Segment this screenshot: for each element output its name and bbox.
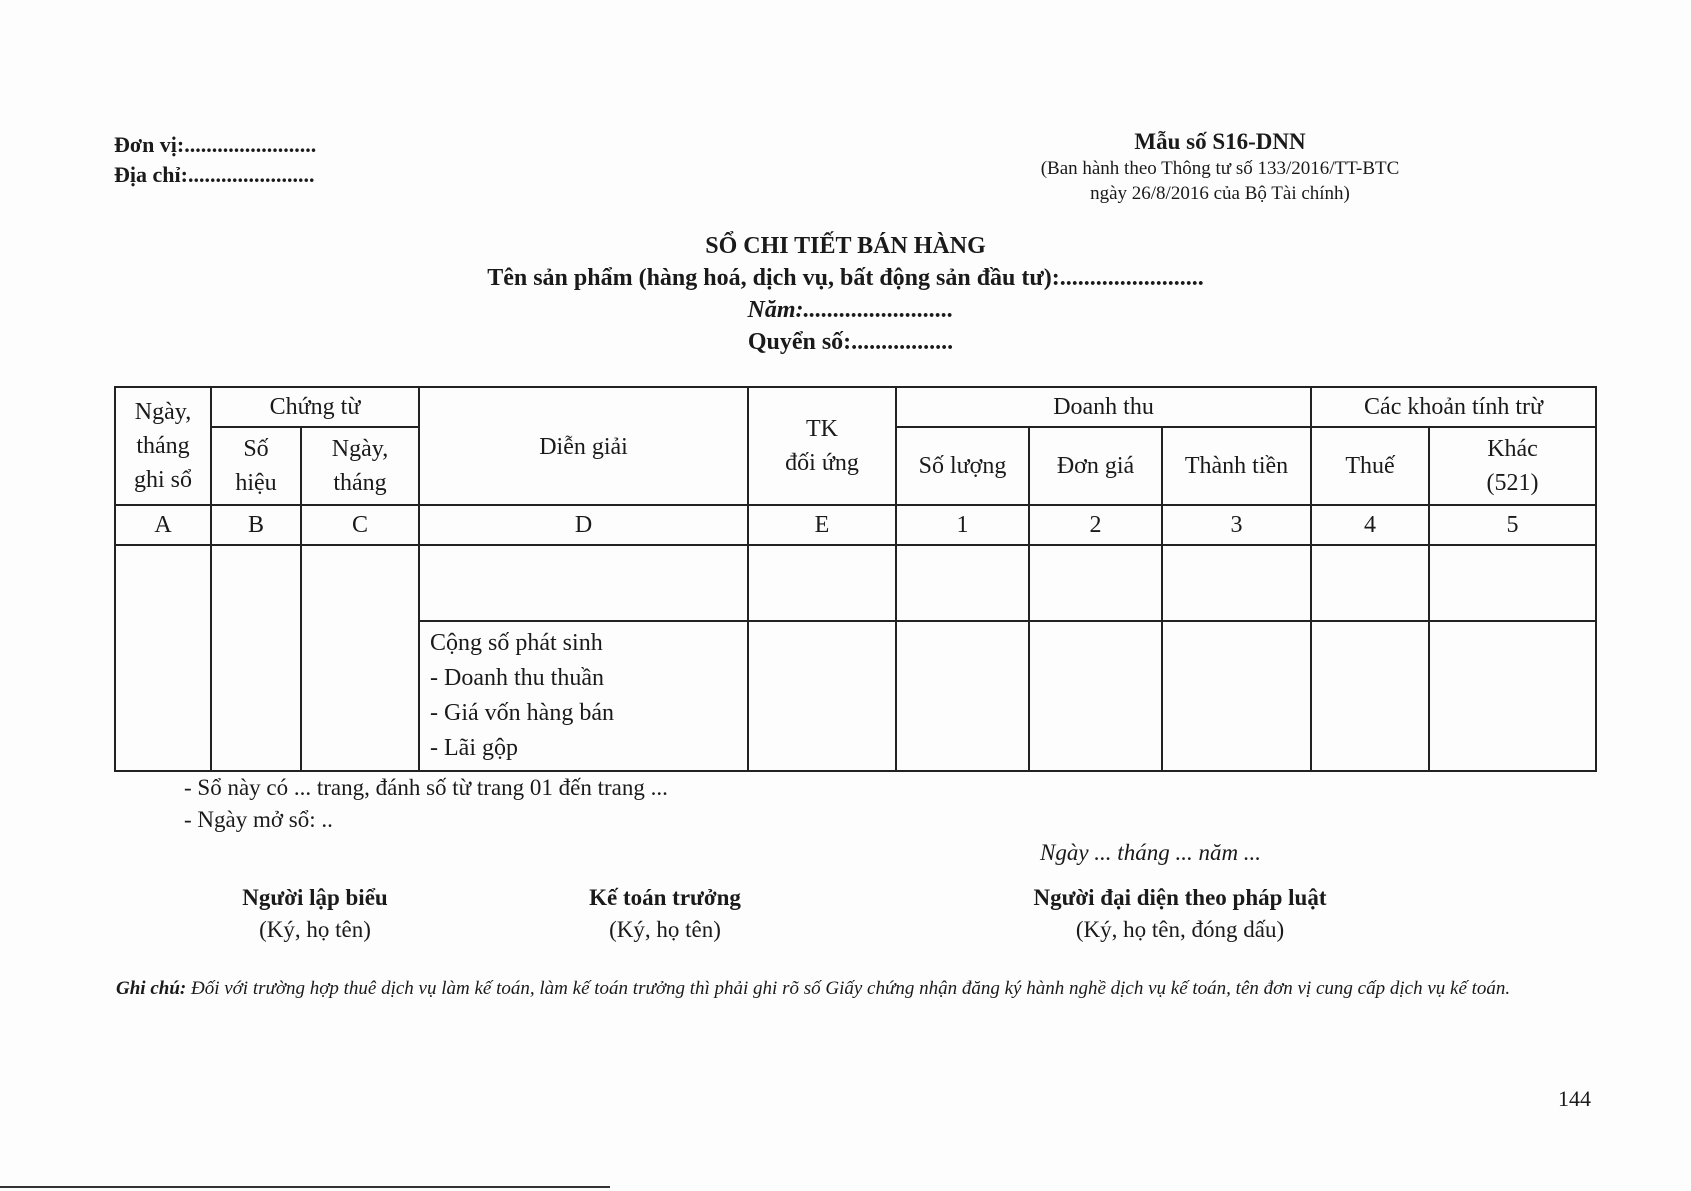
entry-cell [748, 545, 896, 621]
title-block [0, 230, 1691, 358]
entry-cell [211, 545, 301, 771]
footnote [116, 974, 1596, 1003]
column-code: E [748, 505, 896, 545]
summary-cell [1429, 621, 1596, 771]
entry-cell [301, 545, 419, 771]
signature-preparer [200, 882, 430, 946]
column-code: B [211, 505, 301, 545]
product-name-field: Tên sản phẩm (hàng hoá, dịch vụ, bất động sản đầu tư):........................ [487, 265, 1204, 291]
summary-line: - Doanh thu thuần [430, 665, 604, 691]
column-code-row [115, 505, 1596, 545]
page-number: 144 [1558, 1086, 1591, 1111]
entry-cell [1029, 545, 1162, 621]
signature-hint: (Ký, họ tên, đóng dấu) [1075, 917, 1285, 942]
summary-cell [1311, 621, 1429, 771]
entry-cell [419, 545, 748, 621]
book-number-field: Quyển số:................. [747, 329, 954, 355]
summary-cell [1162, 621, 1311, 771]
open-date-note: - Ngày mở sổ: .. [184, 807, 333, 832]
address-field: Địa chỉ:....................... [114, 162, 315, 187]
header-voucher-date: Ngày, tháng [301, 427, 419, 505]
header-description: Diễn giải [419, 387, 748, 505]
signature-role: Kế toán trưởng [589, 885, 741, 910]
column-code: A [115, 505, 211, 545]
entry-cell [1429, 545, 1596, 621]
header-row-1 [115, 387, 1596, 427]
summary-line: - Giá vốn hàng bán [430, 700, 614, 726]
header-deductions: Các khoản tính trừ [1311, 387, 1596, 427]
entry-row [115, 545, 1596, 621]
column-code: 5 [1429, 505, 1596, 545]
header-voucher: Chứng từ [211, 387, 419, 427]
header-contra-account: TK đối ứng [748, 387, 896, 505]
signature-legal-representative [990, 882, 1370, 946]
summary-description [419, 621, 748, 771]
bottom-rule [0, 1186, 610, 1188]
page-count-note: - Sổ này có ... trang, đánh số từ trang 01 đến trang ... [184, 775, 668, 800]
unit-field: Đơn vị:........................ [114, 132, 317, 157]
signature-hint: (Ký, họ tên) [259, 917, 371, 942]
summary-cell [1029, 621, 1162, 771]
signature-chief-accountant [540, 882, 790, 946]
entry-cell [1162, 545, 1311, 621]
header-voucher-number: Số hiệu [211, 427, 301, 505]
entry-cell [115, 545, 211, 771]
document-title: SỔ CHI TIẾT BÁN HÀNG [705, 233, 986, 259]
footnote-text: Đối với trường hợp thuê dịch vụ làm kế toán, làm kế toán trưởng thì phải ghi rõ số Giấy chứng nhận đăng ký hành nghề dịch vụ kế toán, tên đơn vị cung cấp dịch vụ kế toán. [190, 978, 1511, 999]
signature-role: Người lập biểu [242, 885, 388, 910]
column-code: 4 [1311, 505, 1429, 545]
header-quantity: Số lượng [896, 427, 1029, 505]
column-code: 2 [1029, 505, 1162, 545]
header-tax: Thuế [1311, 427, 1429, 505]
column-code: C [301, 505, 419, 545]
header-revenue: Doanh thu [896, 387, 1311, 427]
entry-cell [896, 545, 1029, 621]
signature-role: Người đại diện theo pháp luật [1033, 885, 1327, 910]
signature-date: Ngày ... tháng ... năm ... [1040, 840, 1262, 865]
column-code: 1 [896, 505, 1029, 545]
header-record-date: Ngày, tháng ghi sổ [115, 387, 211, 505]
header-amount: Thành tiền [1162, 427, 1311, 505]
column-code: 3 [1162, 505, 1311, 545]
issued-by: (Ban hành theo Thông tư số 133/2016/TT-BTC [1040, 158, 1400, 179]
form-code: Mẫu số S16-DNN [1134, 129, 1306, 154]
header-unit-price: Đơn giá [1029, 427, 1162, 505]
footnote-label: Ghi chú: [116, 978, 187, 999]
column-code: D [419, 505, 748, 545]
summary-line: - Lãi gộp [430, 735, 518, 761]
summary-line: Cộng số phát sinh [430, 630, 603, 656]
year-field: Năm:......................... [747, 297, 954, 323]
header-other: Khác (521) [1429, 427, 1596, 505]
form-code-block [960, 128, 1480, 206]
entry-cell [1311, 545, 1429, 621]
summary-cell [748, 621, 896, 771]
summary-cell [896, 621, 1029, 771]
sales-ledger-table [114, 386, 1597, 772]
issued-date: ngày 26/8/2016 của Bộ Tài chính) [1090, 183, 1350, 204]
ledger-notes [184, 772, 668, 836]
unit-info [114, 130, 316, 190]
signature-hint: (Ký, họ tên) [609, 917, 721, 942]
